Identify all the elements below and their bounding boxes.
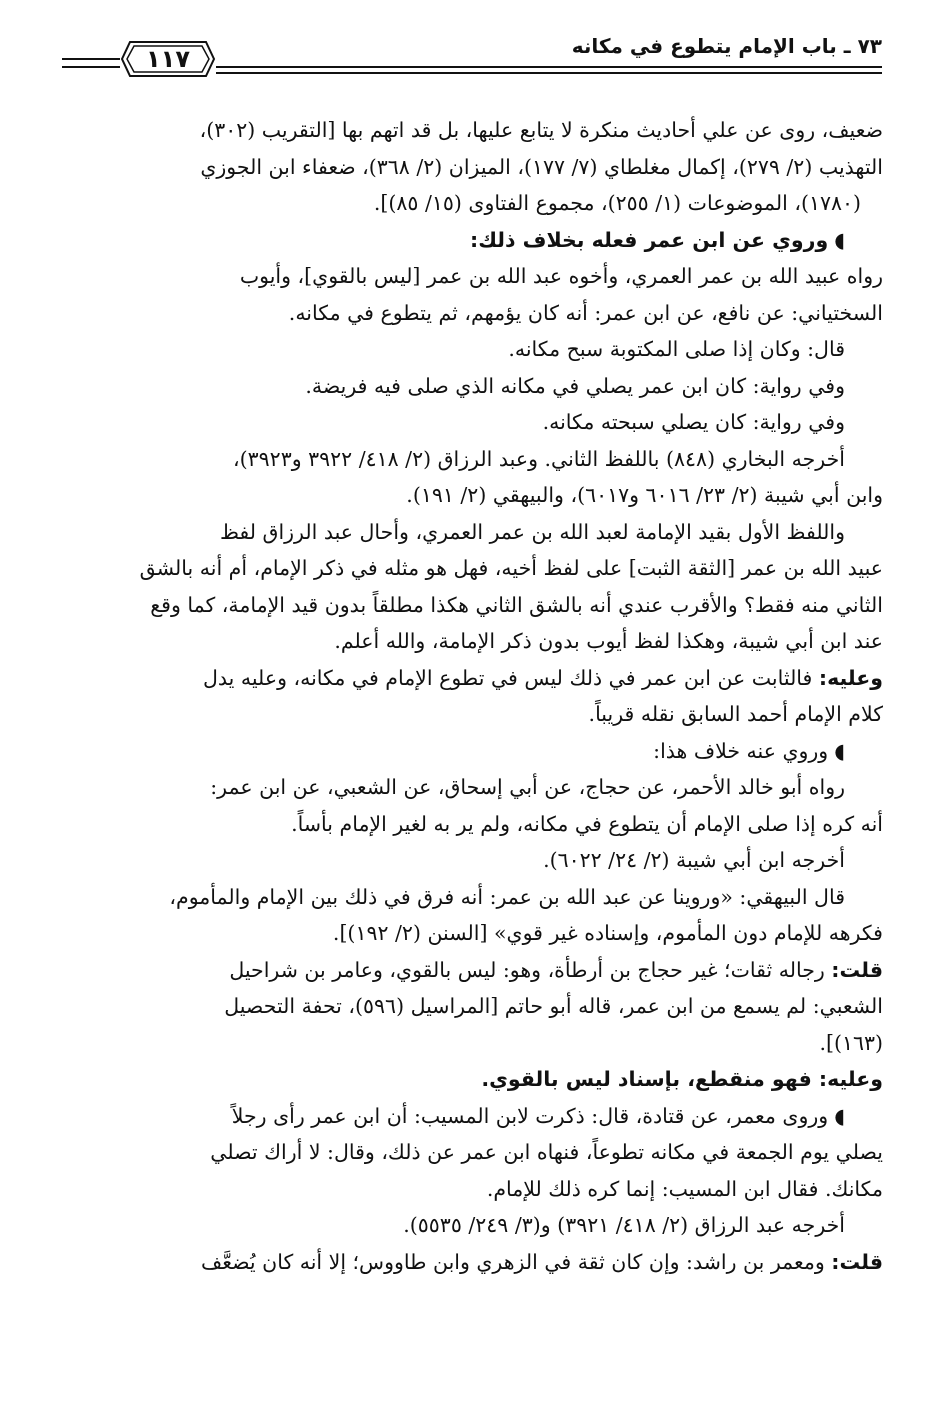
- bullet-icon: ◖: [834, 1103, 845, 1128]
- text-line: رواه أبو خالد الأحمر، عن حجاج، عن أبي إسحاق، عن الشعبي، عن ابن عمر:: [210, 775, 845, 799]
- text-line: رواه عبيد الله بن عمر العمري، وأخوه عبد الله بن عمر [ليس بالقوي]، وأيوب: [239, 264, 883, 288]
- bullet-icon: ◖: [834, 227, 845, 252]
- lead-word: قلت:: [831, 1249, 883, 1274]
- text-line: وفي رواية: كان ابن عمر يصلي في مكانه الذي صلى فيه فريضة.: [305, 373, 845, 398]
- page-header: [62, 34, 882, 88]
- text-line: [72, 660, 883, 697]
- text-line: [72, 952, 883, 989]
- header-rule-left: [62, 58, 120, 68]
- text-line: فكرهه للإمام دون المأموم، وإسناده غير قوي» [السنن (٢/ ١٩٢)].: [332, 921, 883, 945]
- text-line: يصلي يوم الجمعة في مكانه تطوعاً، فنهاه ابن عمر عن ذلك، وقال: لا أراك تصلي: [210, 1140, 883, 1164]
- text-line: عبيد الله بن عمر [الثقة الثبت] على لفظ أخيه، فهل هو مثله في ذكر الإمام، أم أنه بالشق: [139, 556, 883, 580]
- heading-text: وروي عنه خلاف هذا:: [653, 738, 829, 763]
- text-line: مكانك. فقال ابن المسيب: إنما كره ذلك للإمام.: [486, 1176, 883, 1201]
- text-line: التهذيب (٢/ ٢٧٩)، إكمال مغلطاي (٧/ ١٧٧)، الميزان (٢/ ٣٦٨)، ضعفاء ابن الجوزي: [200, 154, 883, 179]
- section-heading: [72, 733, 883, 770]
- text-line: الشعبي: لم يسمع من ابن عمر، قاله أبو حاتم [المراسيل (٥٩٦)، تحفة التحصيل: [224, 994, 883, 1018]
- text-line: أنه كره إذا صلى الإمام أن يتطوع في مكانه، ولم ير به لغير الإمام بأساً.: [291, 811, 883, 836]
- text-line: ضعيف، روى عن علي أحاديث منكرة لا يتابع عليها، بل قد اتهم بها [التقريب (٣٠٢)،: [199, 118, 883, 142]
- text-span: رجاله ثقات؛ غير حجاج بن أرطأة، وهو: ليس بالقوي، وعامر بن شراحيل: [229, 957, 832, 982]
- text-line: السختياني: عن نافع، عن ابن عمر: أنه كان يؤمهم، ثم يتطوع في مكانه.: [288, 300, 883, 325]
- bullet-icon: ◖: [834, 738, 845, 763]
- page-number: ١١٧: [146, 45, 190, 73]
- text-line: قال البيهقي: «وروينا عن عبد الله بن عمر: أنه فرق في ذلك بين الإمام والمأموم،: [169, 884, 845, 909]
- text-line: أخرجه عبد الرزاق (٢/ ٤١٨/ ٣٩٢١) و(٣/ ٢٤٩/ ٥٥٣٥).: [403, 1213, 845, 1237]
- text-line: عند ابن أبي شيبة، وهكذا لفظ أيوب بدون ذكر الإمامة، والله أعلم.: [334, 629, 883, 653]
- chapter-title: ٧٣ ـ باب الإمام يتطوع في مكانه: [571, 34, 882, 58]
- conclusion-line: وعليه: فهو منقطع، بإسناد ليس بالقوي.: [481, 1067, 883, 1091]
- text-line: واللفظ الأول بقيد الإمامة لعبد الله بن عمر العمري، وأحال عبد الرزاق لفظ: [219, 519, 845, 544]
- text-line: الثاني منه فقط؟ والأقرب عندي أنه بالشق الثاني هكذا مطلقاً بدون قيد الإمامة، كما وقع: [150, 592, 883, 617]
- text-line: وفي رواية: كان يصلي سبحته مكانه.: [542, 410, 845, 434]
- text-line: [72, 1098, 883, 1135]
- lead-word: قلت:: [831, 957, 883, 982]
- text-span: فالثابت عن ابن عمر في ذلك ليس في تطوع الإمام في مكانه، وعليه يدل: [203, 665, 819, 690]
- text-line: وابن أبي شيبة (٢/ ٢٣/ ٦٠١٦ و٦٠١٧)، والبيهقي (٢/ ١٩١).: [406, 483, 883, 507]
- text-line: أخرجه ابن أبي شيبة (٢/ ٢٤/ ٦٠٢٢).: [543, 848, 845, 872]
- text-line: كلام الإمام أحمد السابق نقله قريباً.: [588, 702, 883, 726]
- header-rule-right: [216, 66, 882, 74]
- page-number-frame: [120, 38, 216, 80]
- lead-word: وعليه:: [818, 665, 883, 690]
- text-span: وروى معمر، عن قتادة، قال: ذكرت لابن المسيب: أن ابن عمر رأى رجلاً: [231, 1103, 829, 1128]
- section-heading: [72, 222, 883, 259]
- text-line: (١٧٨٠)، الموضوعات (١/ ٢٥٥)، مجموع الفتاوى (١٥/ ٨٥)].: [373, 191, 861, 215]
- text-line: (١٦٣)].: [819, 1030, 883, 1055]
- text-span: ومعمر بن راشد: وإن كان ثقة في الزهري وابن طاووس؛ إلا أنه كان يُضعَّف: [201, 1249, 832, 1274]
- text-line: أخرجه البخاري (٨٤٨) باللفظ الثاني. وعبد الرزاق (٢/ ٤١٨/ ٣٩٢٢ و٣٩٢٣)،: [233, 446, 845, 471]
- text-line: قال: وكان إذا صلى المكتوبة سبح مكانه.: [508, 337, 845, 361]
- text-line: [72, 1244, 883, 1281]
- heading-text: وروي عن ابن عمر فعله بخلاف ذلك:: [470, 227, 829, 252]
- page-body: [72, 112, 883, 1280]
